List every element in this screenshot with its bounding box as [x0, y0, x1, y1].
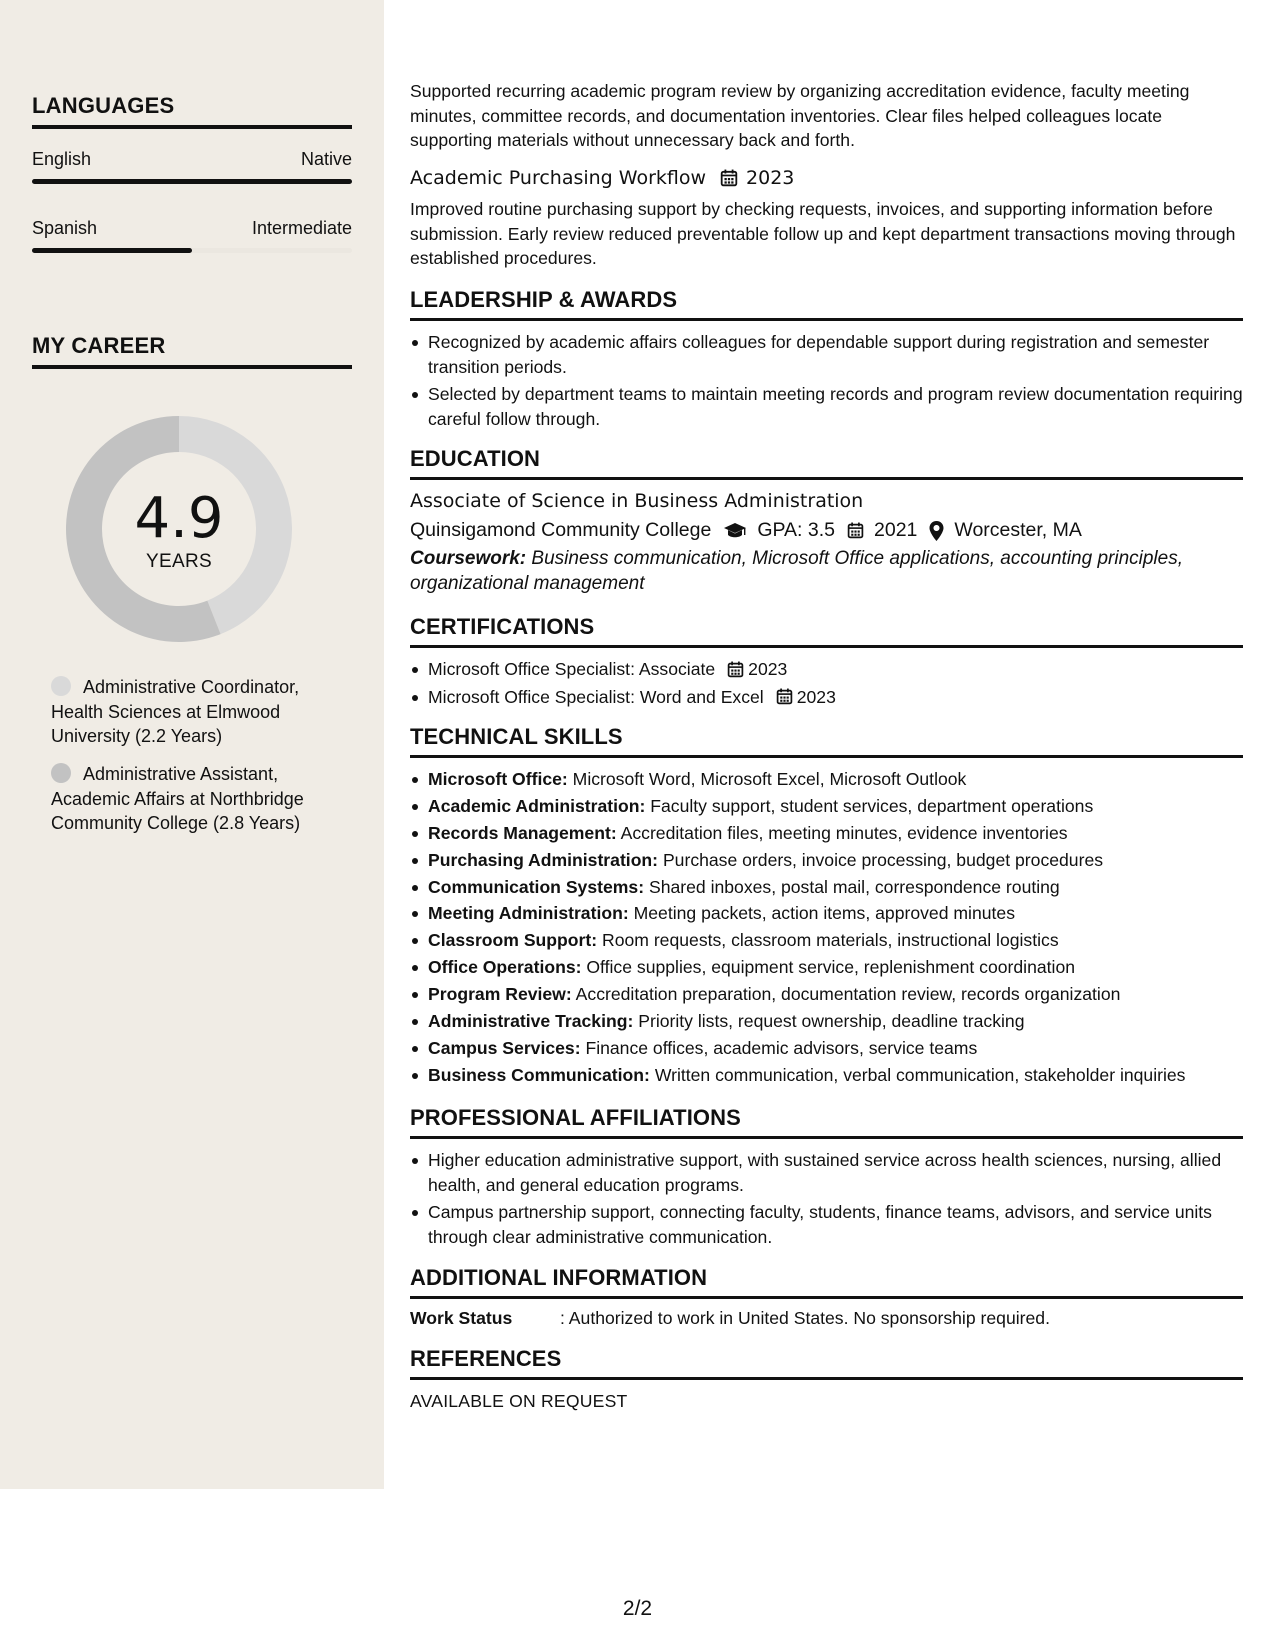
project-year: 2023: [746, 167, 795, 189]
languages-heading: LANGUAGES: [32, 93, 352, 129]
education-gpa: GPA: 3.5: [757, 519, 835, 541]
career-donut-chart: [66, 416, 292, 642]
skill-value: Microsoft Word, Microsoft Excel, Microsoft Outlook: [572, 769, 967, 789]
list-item: [410, 657, 1243, 682]
language-name: English: [32, 149, 92, 169]
certification-name: Microsoft Office Specialist: Word and Excel: [428, 686, 764, 707]
career-heading: MY CAREER: [32, 333, 352, 369]
skill-item: [410, 982, 1243, 1007]
skill-item: [410, 901, 1243, 926]
skill-item: [410, 955, 1243, 980]
page-number: 2/2: [622, 1597, 653, 1620]
certifications-heading: CERTIFICATIONS: [410, 614, 1243, 648]
language-level: Intermediate: [251, 218, 352, 238]
graduation-cap-icon: [723, 522, 747, 540]
skill-value: Priority lists, request ownership, deadline tracking: [638, 1011, 1025, 1032]
skill-name: Administrative Tracking:: [428, 1011, 634, 1032]
sidebar: [0, 0, 384, 1489]
skill-value: Office supplies, equipment service, replenishment coordination: [586, 957, 1076, 978]
languages-section: [32, 93, 352, 253]
language-proficiency-bar: [32, 179, 352, 184]
skill-item: [410, 1036, 1243, 1061]
legend-dot: [51, 676, 71, 696]
skill-name: Meeting Administration:: [428, 903, 629, 924]
skill-item: [410, 767, 1243, 792]
skill-name: Campus Services:: [428, 1037, 581, 1058]
skill-item: [410, 875, 1243, 900]
education-school: Quinsigamond Community College: [410, 519, 712, 541]
references-text: AVAILABLE ON REQUEST: [410, 1391, 628, 1411]
affiliations-section: [410, 1105, 1243, 1252]
list-item: Higher education administrative support, with sustained service across health sciences, nursing, allied health, and general education programs.: [410, 1148, 1243, 1197]
leadership-list: [410, 330, 1243, 431]
skill-name: Records Management:: [428, 822, 617, 843]
skill-name: Business Communication:: [428, 1064, 650, 1085]
affiliations-list: [410, 1148, 1243, 1249]
skill-value: Accreditation files, meeting minutes, evidence inventories: [620, 822, 1068, 843]
skill-item: [410, 821, 1243, 846]
list-item: Recognized by academic affairs colleagues for dependable support during registration and semester transition periods.: [410, 330, 1243, 379]
education-meta: [410, 519, 1243, 542]
language-item: [32, 149, 352, 184]
skill-name: Office Operations:: [428, 957, 582, 978]
work-status-value: : Authorized to work in United States. No sponsorship required.: [560, 1308, 1050, 1328]
certifications-list: [410, 657, 1243, 709]
language-proficiency-bar: [32, 248, 352, 253]
skill-name: Program Review:: [428, 984, 572, 1005]
work-status-row: [410, 1308, 1243, 1329]
references-section: [410, 1346, 1243, 1412]
career-legend-item: [51, 762, 341, 836]
skill-item: [410, 1009, 1243, 1034]
language-proficiency-fill: [32, 179, 352, 184]
skill-name: Academic Administration:: [428, 795, 646, 816]
skill-name: Microsoft Office:: [428, 769, 568, 789]
skill-value: Faculty support, student services, department operations: [650, 795, 1094, 816]
certification-year: 2023: [748, 659, 788, 679]
career-section: [32, 333, 352, 369]
calendar-icon: [727, 661, 744, 678]
affiliations-heading: PROFESSIONAL AFFILIATIONS: [410, 1105, 1243, 1139]
references-heading: REFERENCES: [410, 1346, 1243, 1380]
education-heading: EDUCATION: [410, 446, 1243, 480]
career-legend-item: [51, 675, 341, 749]
skill-name: Purchasing Administration:: [428, 849, 659, 870]
language-item: [32, 218, 352, 253]
skill-item: [410, 928, 1243, 953]
skill-item: [410, 848, 1243, 873]
skills-heading: TECHNICAL SKILLS: [410, 724, 1243, 758]
certification-name: Microsoft Office Specialist: Associate: [428, 659, 716, 679]
language-proficiency-fill: [32, 248, 192, 253]
skill-name: Classroom Support:: [428, 930, 598, 951]
skill-item: [410, 794, 1243, 819]
career-total-unit: YEARS: [146, 551, 212, 572]
language-level: Native: [300, 149, 352, 169]
project-description: Improved routine purchasing support by checking requests, invoices, and supporting information before submission. Early review reduced preventable follow up and kept department transactions moving through established procedures.: [410, 199, 1236, 268]
leadership-section: [410, 287, 1243, 434]
education-location: Worcester, MA: [954, 519, 1082, 541]
location-pin-icon: [929, 521, 944, 541]
additional-info-heading: ADDITIONAL INFORMATION: [410, 1265, 1243, 1299]
skill-value: Room requests, classroom materials, instructional logistics: [602, 930, 1059, 951]
skill-value: Purchase orders, invoice processing, budget procedures: [662, 849, 1104, 870]
skills-section: [410, 724, 1243, 1090]
skill-item: [410, 1063, 1243, 1088]
skill-value: Shared inboxes, postal mail, correspondence routing: [648, 876, 1060, 897]
experience-description: Supported recurring academic program review by organizing accreditation evidence, faculty meeting minutes, committee records, and documentation inventories. Clear files helped colleagues locate supporting materials without unnecessary back and forth.: [410, 81, 1190, 150]
education-coursework: [410, 547, 1243, 596]
skill-name: Communication Systems:: [428, 876, 645, 897]
skill-value: Meeting packets, action items, approved minutes: [633, 903, 1015, 924]
certifications-section: [410, 614, 1243, 712]
leadership-heading: LEADERSHIP & AWARDS: [410, 287, 1243, 321]
education-year: 2021: [874, 519, 918, 541]
calendar-icon: [720, 169, 738, 187]
skills-list: [410, 767, 1243, 1087]
skill-value: Accreditation preparation, documentation review, records organization: [575, 984, 1121, 1005]
certification-year: 2023: [796, 686, 836, 707]
career-legend-text: Administrative Coordinator, Health Sciences at Elmwood University (2.2 Years): [51, 677, 300, 746]
coursework-label: Coursework:: [410, 548, 527, 569]
coursework-text: Business communication, Microsoft Office applications, accounting principles, organizational management: [410, 548, 1183, 594]
project-title: Academic Purchasing Workflow: [410, 167, 707, 189]
list-item: Selected by department teams to maintain meeting records and program review documentation requiring careful follow through.: [410, 382, 1243, 431]
career-legend-text: Administrative Assistant, Academic Affairs at Northbridge Community College (2.8 Years): [51, 764, 304, 833]
skill-value: Finance offices, academic advisors, service teams: [585, 1037, 978, 1058]
legend-dot: [51, 763, 71, 783]
skill-value: Written communication, verbal communication, stakeholder inquiries: [654, 1064, 1186, 1085]
calendar-icon: [776, 688, 793, 705]
list-item: Campus partnership support, connecting faculty, students, finance teams, advisors, and service units through clear administrative communication.: [410, 1200, 1243, 1249]
calendar-icon: [847, 522, 864, 539]
list-item: [410, 685, 1243, 710]
language-name: Spanish: [32, 218, 98, 238]
work-status-label: Work Status: [410, 1308, 513, 1328]
additional-info-section: [410, 1265, 1243, 1329]
education-degree: Associate of Science in Business Administration: [410, 490, 864, 512]
career-total-years: 4.9: [134, 486, 224, 551]
education-section: [410, 446, 1243, 596]
project-title-row: [410, 167, 794, 189]
